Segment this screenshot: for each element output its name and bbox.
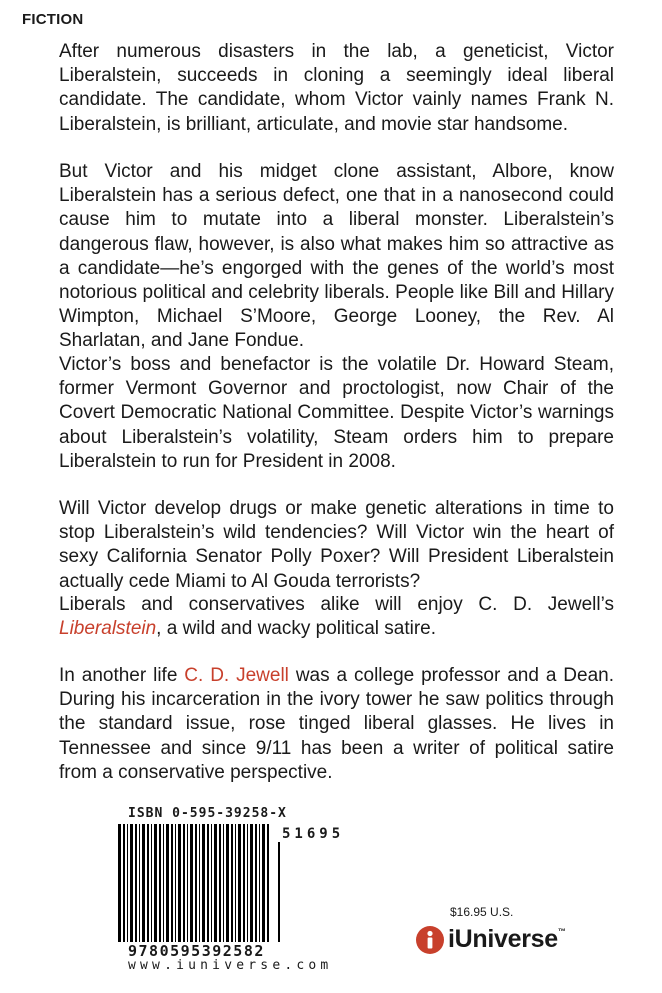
barcode-bars xyxy=(118,824,282,942)
barcode-bar xyxy=(211,824,212,942)
barcode-bar xyxy=(187,824,188,942)
genre-label: FICTION xyxy=(22,11,84,28)
p5-text-before: Liberals and conservatives alike will enjoy C. D. Jewell’s xyxy=(59,594,614,615)
barcode-bar xyxy=(183,824,185,942)
barcode-bar xyxy=(250,824,253,942)
iuniverse-logo-icon xyxy=(415,925,445,955)
barcode-bar xyxy=(278,842,280,942)
barcode-ean-number: 9780595392582 xyxy=(128,942,265,960)
p6-text-before: In another life xyxy=(59,665,185,686)
barcode-bar xyxy=(175,824,176,942)
barcode-bar xyxy=(219,824,221,942)
barcode-bar xyxy=(123,824,125,942)
barcode-bar xyxy=(142,824,145,942)
barcode-bar xyxy=(154,824,157,942)
barcode-bar xyxy=(118,824,121,942)
author-name: C. D. Jewell xyxy=(184,665,289,686)
barcode-bar xyxy=(262,824,265,942)
blurb-paragraph-2: But Victor and his midget clone assistant, Albore, know Liberalstein has a serious defect, one that in a nanosecond could cause him to mutate into a liberal monster. Liberalstein’s dangerous flaw, however, is also what makes him so attractive as a candidate—he’s engorged with the genes of the world’s most notorious political and celebrity liberals. People like Bill and Hillary Wimpton, Michael S’Moore, George Looney, the Rev. Al Sharlatan, and Jane Fondue. xyxy=(59,161,614,352)
barcode-bar xyxy=(223,824,224,942)
barcode-bar xyxy=(151,824,152,942)
blurb-paragraph-3: Victor’s boss and benefactor is the volatile Dr. Howard Steam, former Vermont Governor and proctologist, now Chair of the Covert Democratic National Committee. Despite Victor’s warnings about Liberalstein’s volatility, Steam orders him to prepare Liberalstein to run for President in 2008. xyxy=(59,354,614,472)
p5-text-after: , a wild and wacky political satire. xyxy=(156,618,437,640)
barcode-bar xyxy=(226,824,229,942)
blurb-paragraph-1: After numerous disasters in the lab, a geneticist, Victor Liberalstein, succeeds in cloning a seemingly ideal liberal candidate. The candidate, whom Victor vainly names Frank N. Liberalstein, is brilliant, articulate, and movie star handsome. xyxy=(59,41,614,135)
barcode-bar xyxy=(247,824,248,942)
barcode-bar xyxy=(190,824,193,942)
barcode-bar xyxy=(214,824,217,942)
barcode-bar xyxy=(202,824,205,942)
barcode-bar xyxy=(135,824,137,942)
isbn-label: ISBN 0-595-39258-X xyxy=(128,806,287,821)
book-title: Liberalstein xyxy=(59,618,157,640)
publisher-url[interactable]: www.iuniverse.com xyxy=(128,958,333,973)
barcode-bar xyxy=(235,824,236,942)
barcode-bar xyxy=(231,824,233,942)
barcode-bar xyxy=(159,824,161,942)
barcode-bar xyxy=(267,824,269,942)
barcode-bar xyxy=(207,824,209,942)
barcode-bar xyxy=(255,824,257,942)
barcode-bar xyxy=(178,824,181,942)
barcode-bar xyxy=(195,824,197,942)
barcode-bar xyxy=(139,824,140,942)
barcode-addon-number: 51695 xyxy=(282,826,345,842)
trademark-symbol: ™ xyxy=(557,927,566,936)
barcode-bar xyxy=(259,824,260,942)
publisher-name xyxy=(448,925,566,954)
barcode-bar xyxy=(163,824,164,942)
barcode-bar xyxy=(130,824,133,942)
barcode-bar xyxy=(127,824,128,942)
blurb-paragraph-5 xyxy=(59,593,614,641)
p6-text-after: was a college professor and a Dean. During his incarceration in the ivory tower he saw politics through the standard issue, rose tinged liberal glasses. He lives in Tennessee and since 9/11 has been a writer of political satire from a conservative perspective. xyxy=(59,665,615,783)
publisher-name-text: iUniverse xyxy=(448,925,558,953)
barcode-bar xyxy=(243,824,245,942)
barcode-bar xyxy=(171,824,173,942)
barcode-bar xyxy=(147,824,149,942)
price: $16.95 U.S. xyxy=(450,905,514,919)
barcode-bar xyxy=(199,824,200,942)
author-bio-paragraph xyxy=(59,664,614,785)
blurb-paragraph-4: Will Victor develop drugs or make genetic alterations in time to stop Liberalstein’s wild tendencies? Will Victor win the heart of sexy California Senator Polly Poxer? Will President Liberalstein actually cede Miami to Al Gouda terrorists? xyxy=(59,498,614,592)
barcode-bar xyxy=(238,824,241,942)
barcode-bar xyxy=(166,824,169,942)
